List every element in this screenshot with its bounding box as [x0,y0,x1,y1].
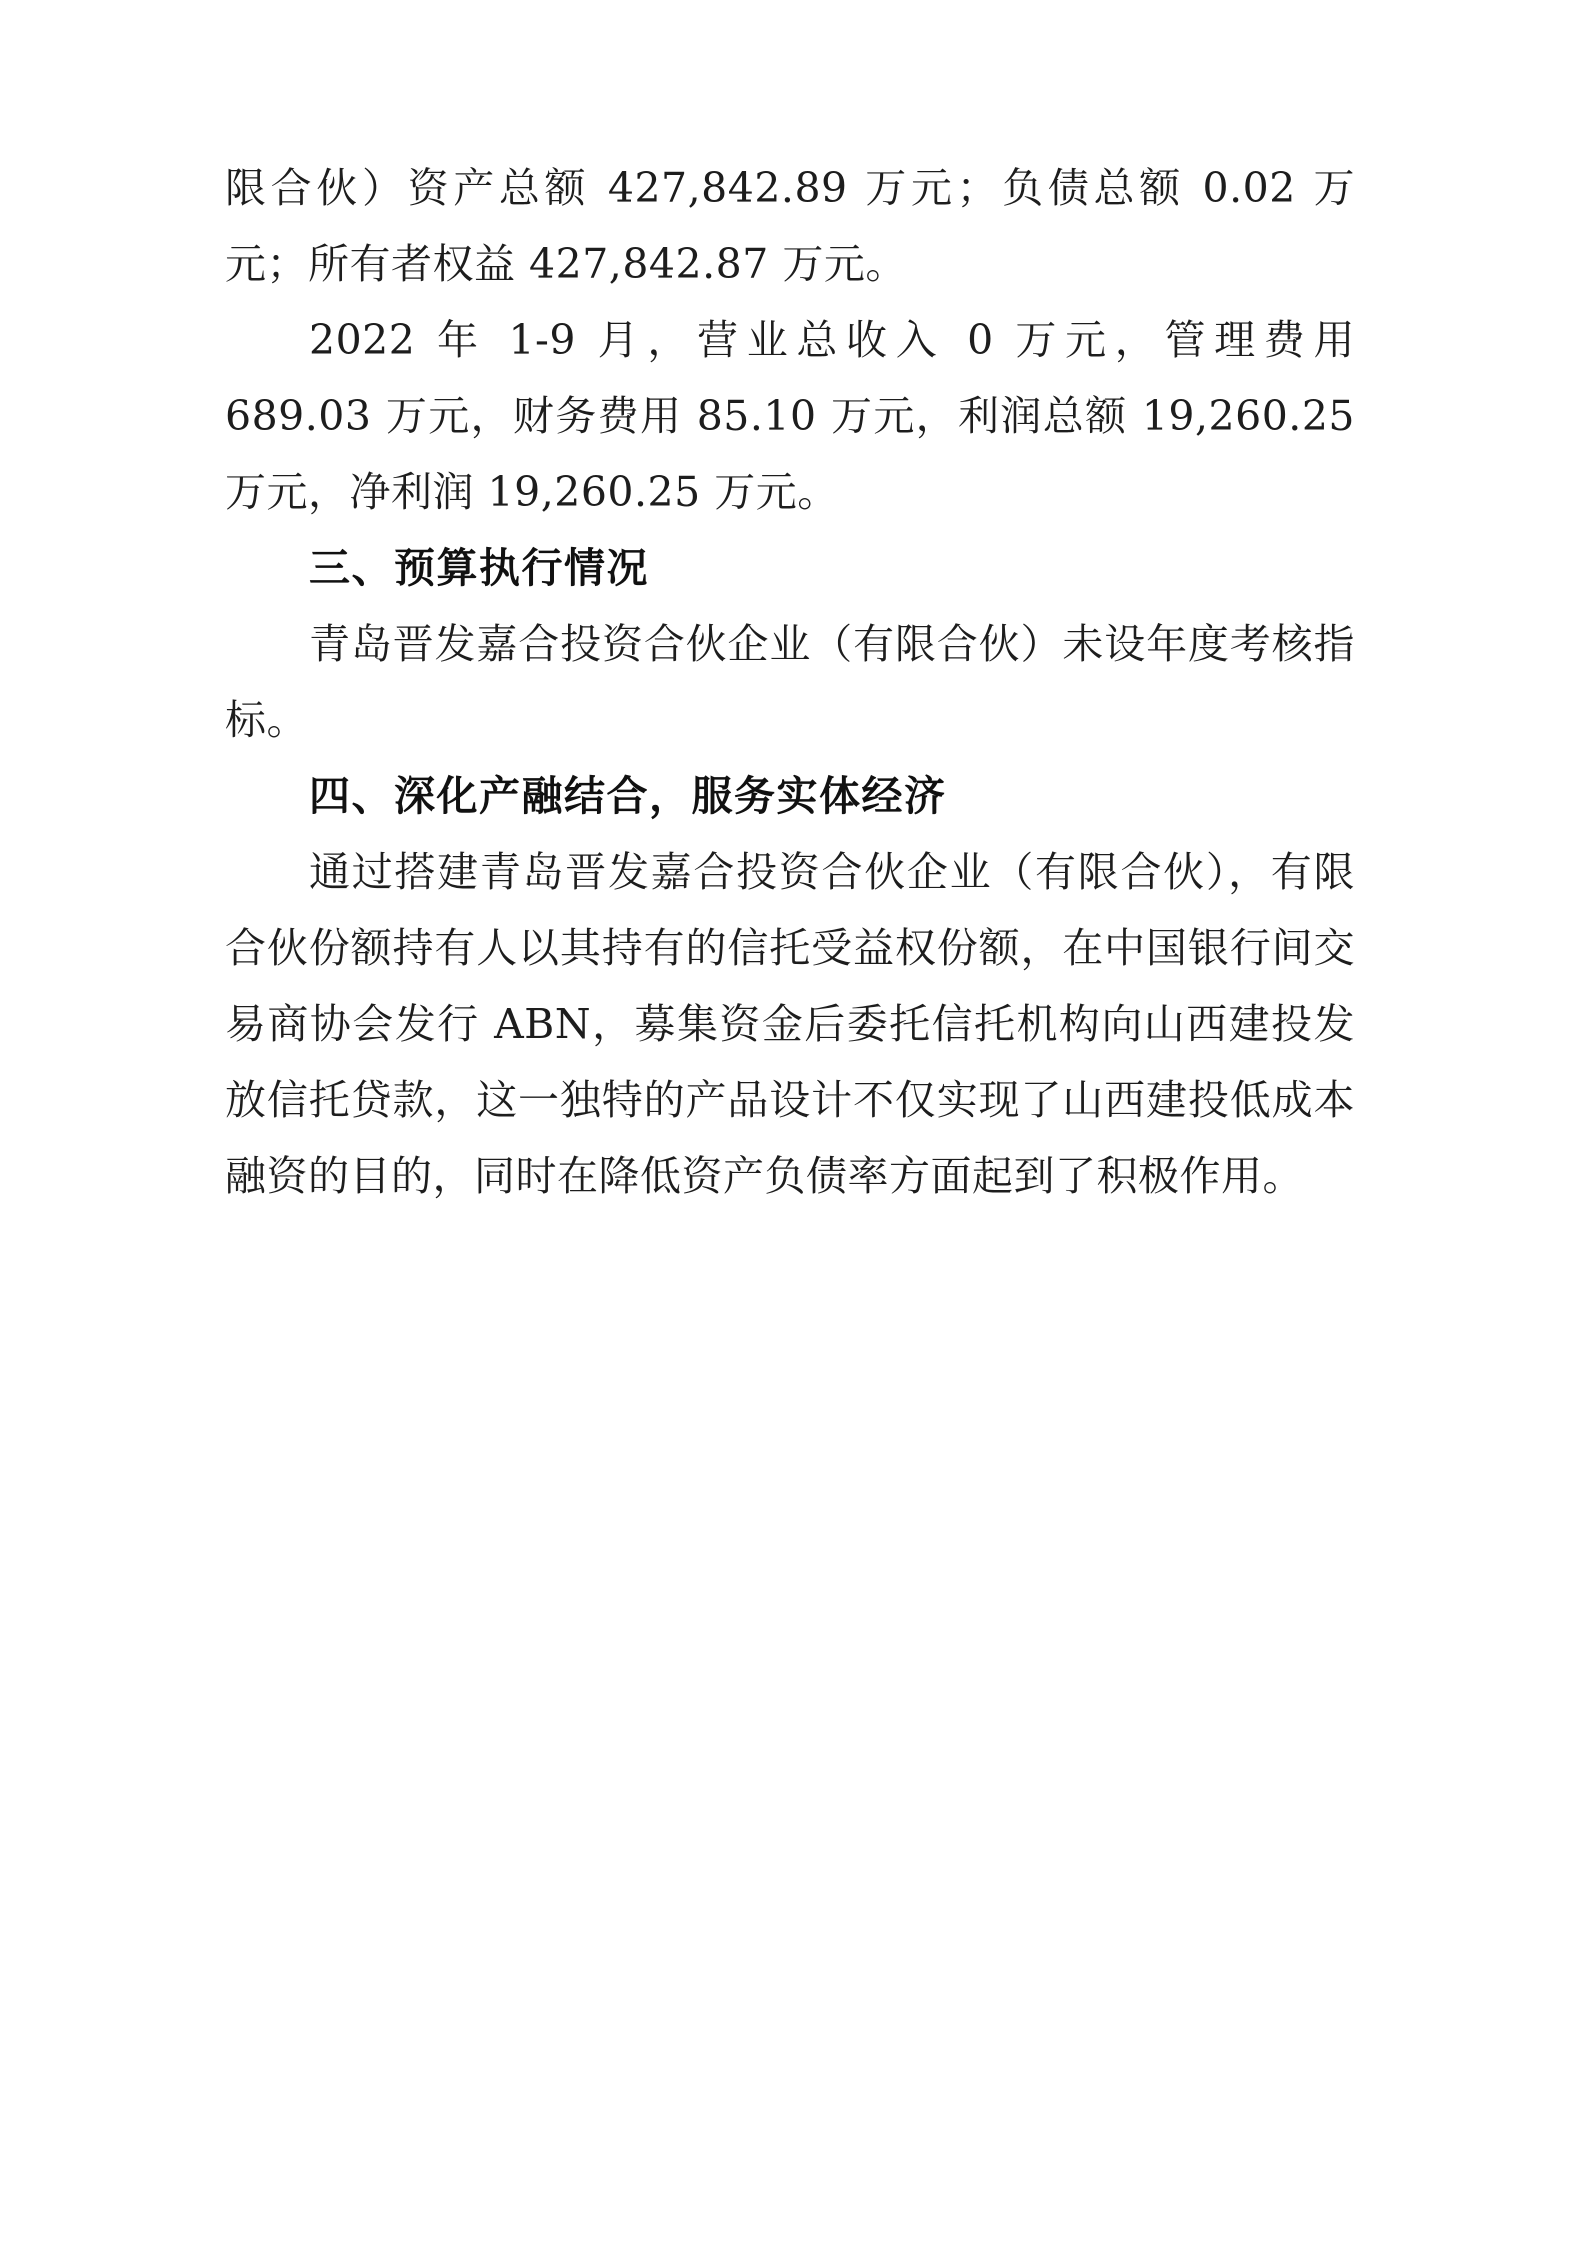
paragraph-budget-execution-body: 青岛晋发嘉合投资合伙企业（有限合伙）未设年度考核指标。 [225,620,1355,744]
heading-budget-execution: 三、预算执行情况 [309,544,649,592]
heading-industry-finance: 四、深化产融结合，服务实体经济 [309,772,947,820]
paragraph-operating-summary: 2022 年 1-9 月，营业总收入 0 万元，管理费用 689.03 万元，财务费用 85.10 万元，利润总额 19,260.25 万元，净利润 19,260.25 万元。 [225,316,1355,516]
paragraph-industry-finance-body: 通过搭建青岛晋发嘉合投资合伙企业（有限合伙），有限合伙份额持有人以其持有的信托受益权份额，在中国银行间交易商协会发行 ABN，募集资金后委托信托机构向山西建投发放信托贷款，这一独特的产品设计不仅实现了山西建投低成本融资的目的，同时在降低资产负债率方面起到了积极作用。 [225,848,1355,1200]
paragraph-assets-summary: 限合伙）资产总额 427,842.89 万元；负债总额 0.02 万元；所有者权益 427,842.87 万元。 [225,164,1355,288]
document-body [225,150,1355,1214]
